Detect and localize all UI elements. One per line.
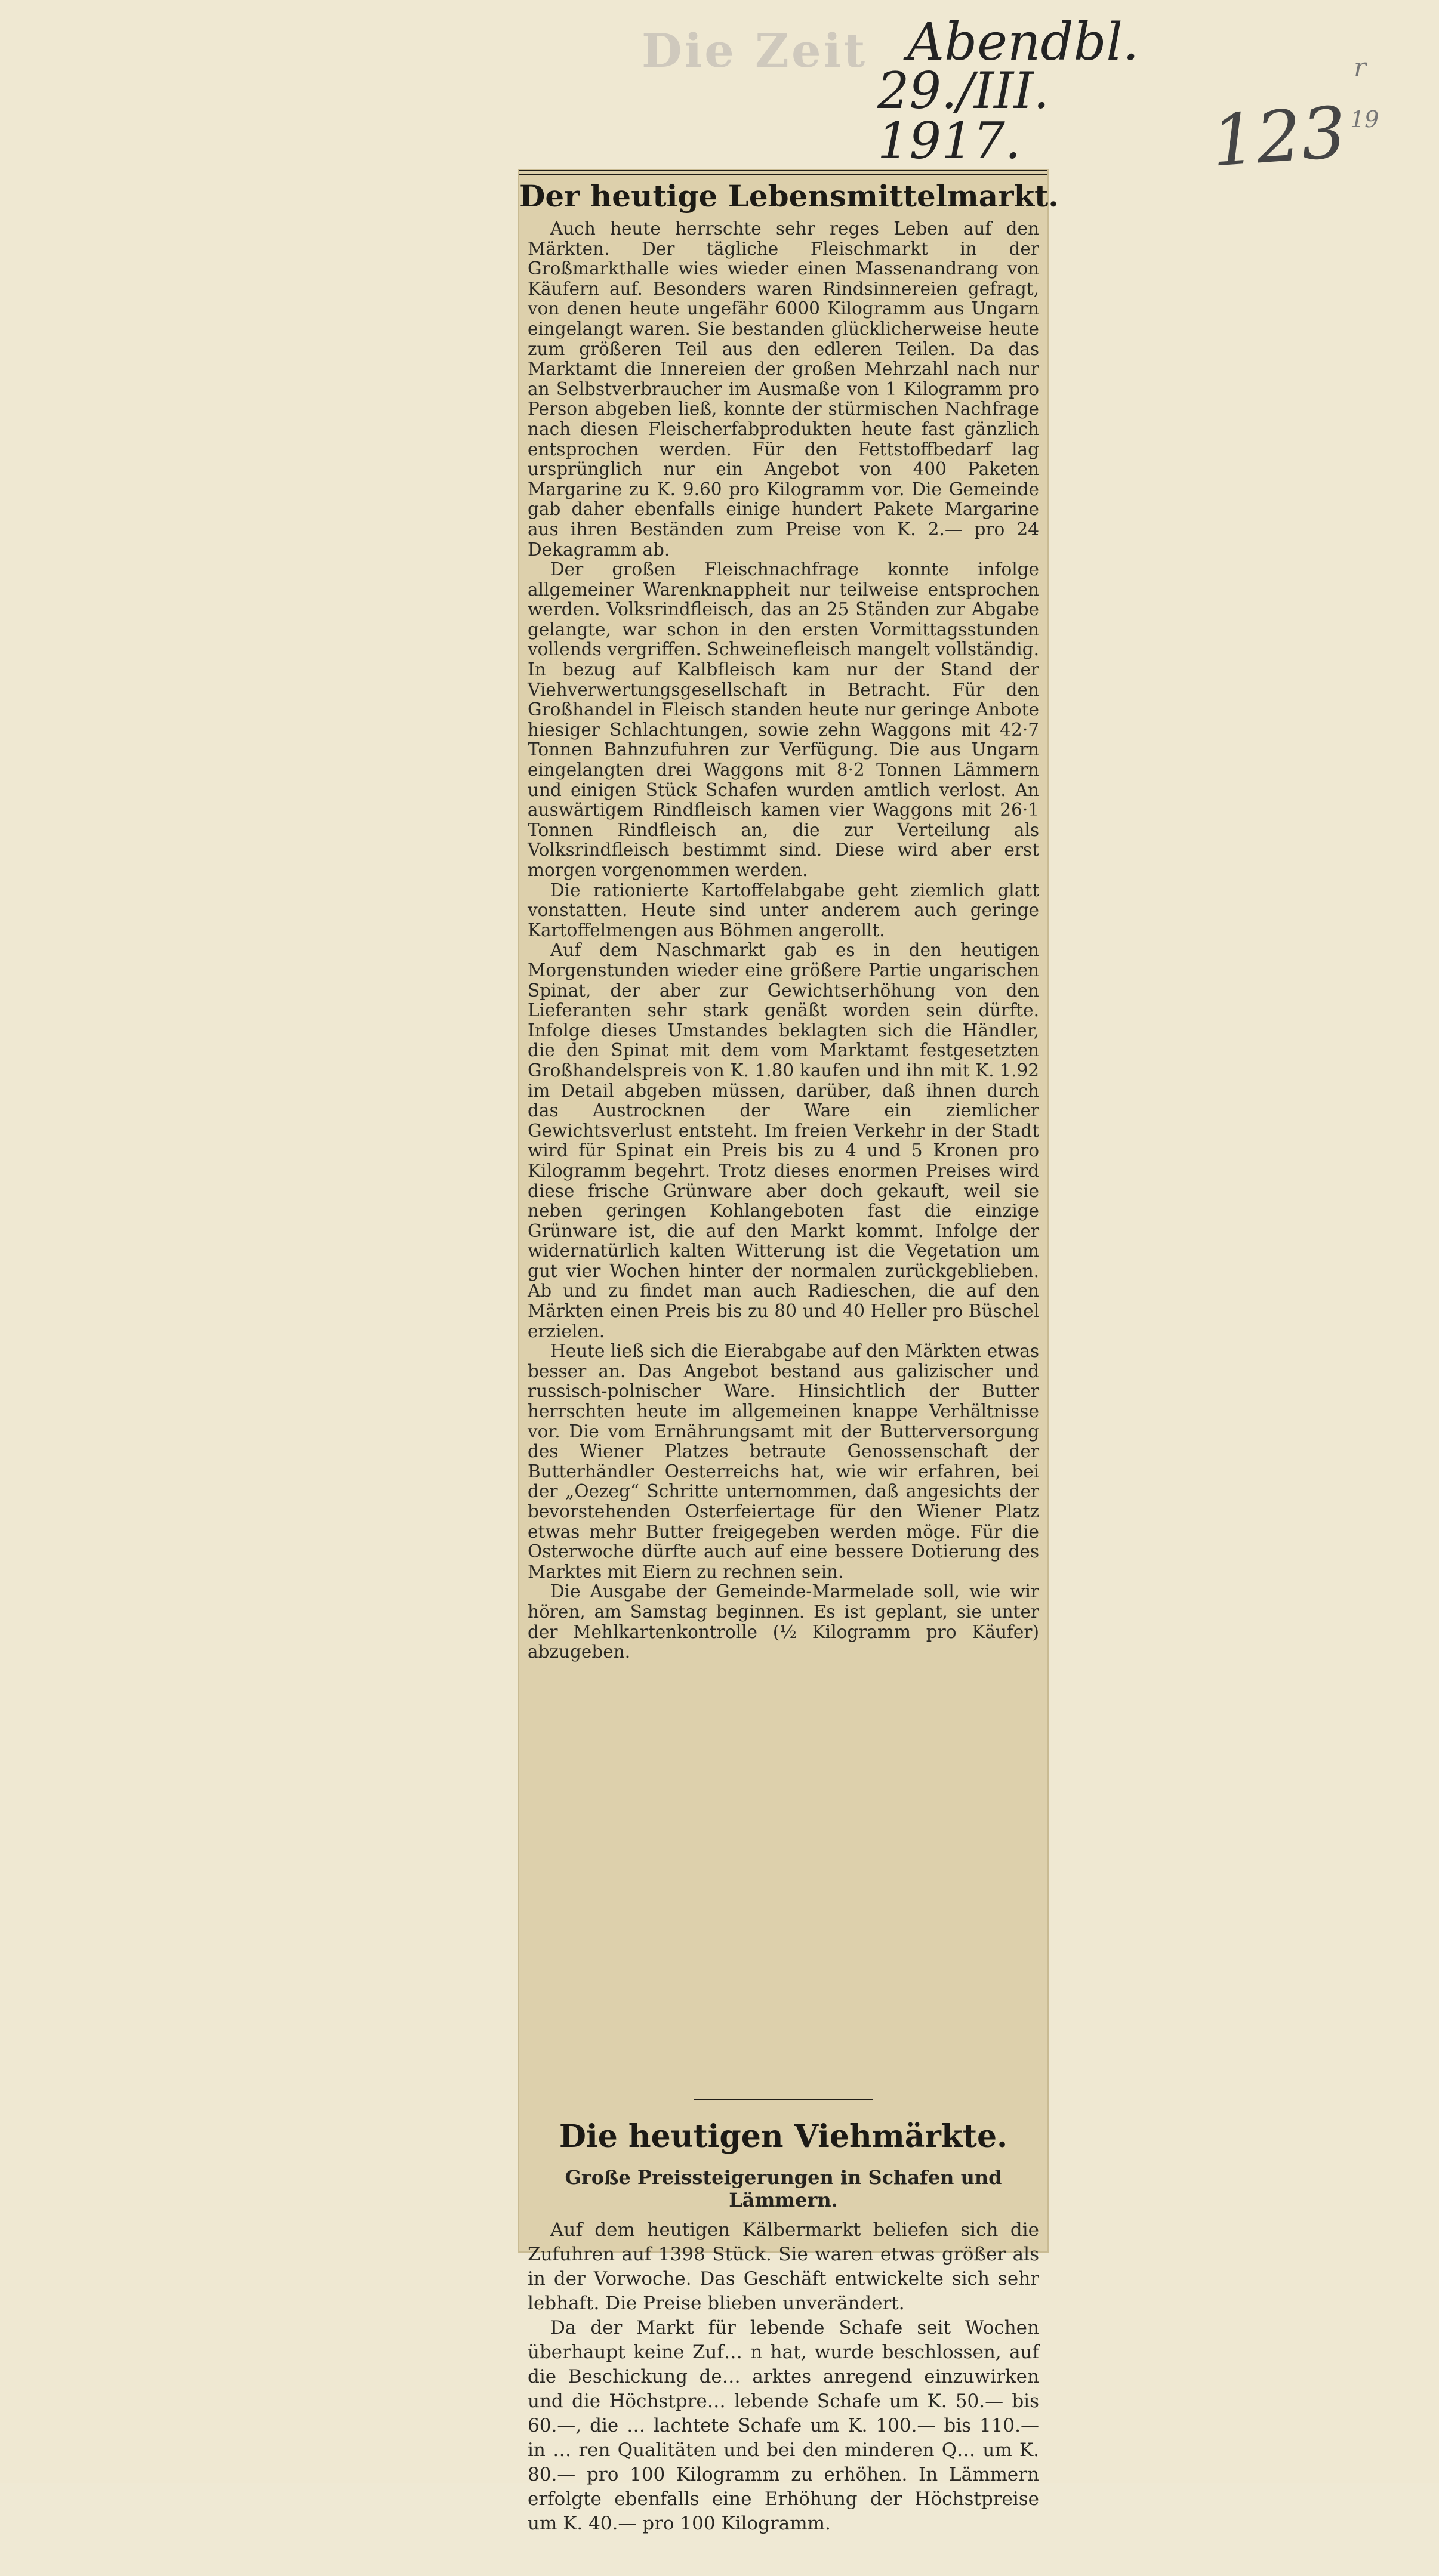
paragraph: Auch heute herrschte sehr reges Leben auf den Märkten. Der tägliche Fleischmarkt in der Großmarkthalle wies wieder einen Massenandrang von Käufern auf. Besonders waren Rindsinnereien gefragt, von denen heute ungefähr 6000 Kilogramm aus Ungarn eingelangt waren. Sie bestanden glücklicherweise heute zum größeren Teil aus den edleren Teilen. Da das Marktamt die Innereien der großen Mehrzahl nach nur an Selbstverbraucher im Ausmaße von 1 Kilogramm pro Person abgeben ließ, konnte der stürmischen Nachfrage nach diesen Fleischerfabprodukten heute fast gänzlich entsprochen werden. Für den Fettstoffbedarf lag ursprünglich nur ein Angebot von 400 Paketen Margarine zu K. 9.60 pro Kilogramm vor. Die Gemeinde gab daher ebenfalls einige hundert Pakete Margarine aus ihren Beständen zum Preise von K. 2.— pro 24 Dekagramm ab. <box>528 218 1039 560</box>
handwritten-date <box>877 13 1140 170</box>
paragraph: Die Ausgabe der Gemeinde-Marmelade soll, wie wir hören, am Samstag beginnen. Es ist geplant, sie unter der Mehlkartenkontrolle (½ Kilogramm pro Käufer) abzugeben. <box>528 1581 1039 1662</box>
article-headline: Der heutige Lebensmittelmarkt. <box>519 178 1059 214</box>
paragraph: Die rationierte Kartoffelabgabe geht ziemlich glatt vonstatten. Heute sind unter anderem auch geringe Kartoffelmengen aus Böhmen angerollt. <box>528 880 1039 940</box>
pencil-mark-r: r <box>1354 53 1367 83</box>
pencil-mark-number: 19 <box>1350 106 1379 132</box>
second-article-subhead: Große Preissteigerungen in Schafen und Lämmern. <box>565 2166 1002 2211</box>
paragraph: Auf dem heutigen Kälbermarkt beliefen sich die Zufuhren auf 1398 Stück. Sie waren etwas größer als in der Vorwoche. Das Geschäft entwickelte sich sehr lebhaft. Die Preise blieben unverändert. <box>528 2219 1039 2314</box>
top-rule <box>519 170 1047 171</box>
second-article-body <box>528 2218 1039 2576</box>
handwritten-edition: Abendbl. <box>907 13 1139 72</box>
second-article-headline: Die heutigen Viehmärkte. <box>559 2118 1008 2155</box>
paragraph: Da der Markt für lebende Schafe seit Wochen überhaupt keine Zuf… n hat, wurde beschlossen, auf die Beschickung de… arktes anregend einzuwirken und die Höchstpre… lebende Schafe um K. 50.— bis 60.—, die … lachtete Schafe um K. 100.— bis 110.— in … ren Qualitäten und bei den minderen Q… um K. 80.— pro 100 Kilogramm zu erhöhen. In Lämmern erfolgte ebenfalls eine Erhöhung der Höchstpreise um K. 40.— pro 100 Kilogramm. <box>528 2317 1039 2534</box>
top-rule-thin <box>519 174 1047 175</box>
folio-number: 123 <box>1209 91 1349 183</box>
section-divider <box>694 2099 873 2100</box>
handwritten-date-value: 29./III. 1917. <box>877 61 1050 170</box>
newspaper-clipping <box>519 170 1059 2534</box>
article-body <box>528 219 1039 2096</box>
newspaper-name-stamp: Die Zeit <box>642 24 868 78</box>
paragraph: Auf dem Naschmarkt gab es in den heutigen Morgenstunden wieder eine größere Partie ungarischen Spinat, der aber zur Gewichtserhöhung von den Lieferanten sehr stark genäßt worden sein dürfte. Infolge dieses Umstandes beklagten sich die Händler, die den Spinat mit dem vom Marktamt festgesetzten Großhandelspreis von K. 1.80 kaufen und ihn mit K. 1.92 im Detail abgeben müssen, darüber, daß ihnen durch das Austrocknen der Ware ein ziemlicher Gewichtsverlust entsteht. Im freien Verkehr in der Stadt wird für Spinat ein Preis bis zu 4 und 5 Kronen pro Kilogramm begehrt. Trotz dieses enormen Preises wird diese frische Grünware aber doch gekauft, weil sie neben geringen Kohlangeboten fast die einzige Grünware ist, die auf den Markt kommt. Infolge der widernatürlich kalten Witterung ist die Vegetation um gut vier Wochen hinter der normalen zurückgeblieben. Ab und zu findet man auch Radieschen, die auf den Märkten einen Preis bis zu 80 und 40 Heller pro Büschel erzielen. <box>528 940 1039 1341</box>
paragraph: Der großen Fleischnachfrage konnte infolge allgemeiner Warenknappheit nur teilweise entsprochen werden. Volksrindfleisch, das an 25 Ständen zur Abgabe gelangte, war schon in den ersten Vormittagsstunden vollends vergriffen. Schweinefleisch mangelt vollständig. In bezug auf Kalbfleisch kam nur der Stand der Viehverwertungsgesellschaft in Betracht. Für den Großhandel in Fleisch standen heute nur geringe Anbote hiesiger Schlachtungen, sowie zehn Waggons mit 42·7 Tonnen Bahnzufuhren zur Verfügung. Die aus Ungarn eingelangten drei Waggons mit 8·2 Tonnen Lämmern und einigen Stück Schafen wurden amtlich verlost. An auswärtigem Rindfleisch kamen vier Waggons mit 26·1 Tonnen Rindfleisch an, die zur Verteilung als Volksrindfleisch bestimmt sind. Diese wird aber erst morgen vorgenommen werden. <box>528 559 1039 880</box>
paragraph: Heute ließ sich die Eierabgabe auf den Märkten etwas besser an. Das Angebot bestand aus galizischer und russisch-polnischer Ware. Hinsichtlich der Butter herrschten heute im allgemeinen knappe Verhältnisse vor. Die vom Ernährungsamt mit der Butterversorgung des Wiener Platzes betraute Genossenschaft der Butterhändler Oesterreichs hat, wie wir erfahren, bei der „Oezeg“ Schritte unternommen, daß angesichts der bevorstehenden Osterfeiertage für den Wiener Platz etwas mehr Butter freigegeben werden möge. Für die Osterwoche dürfte auch auf eine bessere Dotierung des Marktes mit Eiern zu rechnen sein. <box>528 1341 1039 1582</box>
